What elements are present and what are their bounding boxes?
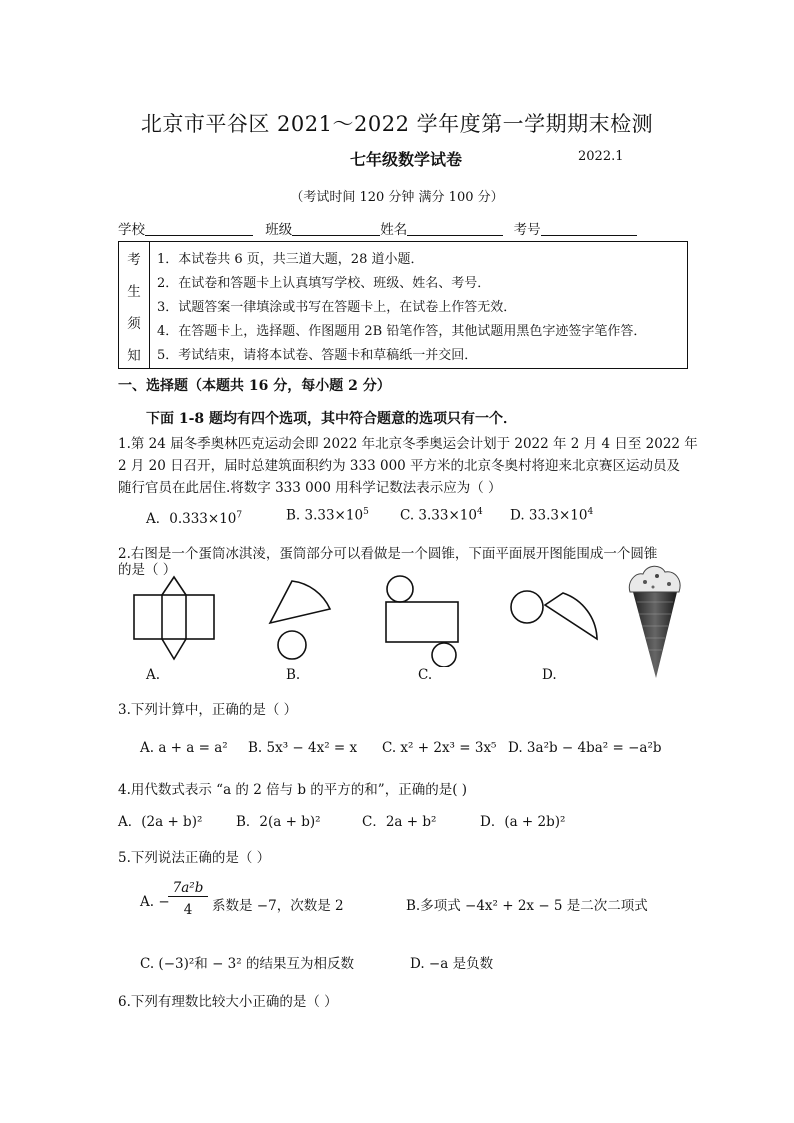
school-label: 学校 [118,222,145,238]
number-field[interactable] [541,221,637,236]
exam-subtitle: 七年级数学试卷 [350,150,463,169]
q1-stem-line: 随行官员在此居住.将数字 333 000 用科学记数法表示应为（ ） [118,480,502,496]
q4-option-a[interactable]: A．(2a + b)² [118,814,203,830]
q3-option-d[interactable]: D. 3a²b − 4ba² = −a²b [508,740,662,756]
page-title: 北京市平谷区 2021～2022 学年度第一学期期末检测 [140,112,654,136]
q2-stem-line: 2.右图是一个蛋筒冰淇淩，蛋筒部分可以看做是一个圆锥，下面平面展开图能围成一个圆锥 [118,546,658,562]
q5-option-d[interactable]: D. −a 是负数 [410,956,494,972]
q1-option-b[interactable]: B. $3.33\times 10^5$ [286,507,369,524]
q4-option-b[interactable]: B．2(a + b)² [236,814,321,830]
q1-stem-line: 1.第 24 届冬季奥林匹克运动会即 2022 年北京冬季奥运会计划于 2022 年 2 月 4 日至 2022 年 [118,436,698,452]
q5-stem: 5.下列说法正确的是（ ） [118,850,271,866]
notice-line: 2．在试卷和答题卡上认真填写学校、班级、姓名、考号． [157,276,491,291]
name-label: 姓名 [380,222,408,238]
q4-option-d[interactable]: D．(a + 2b)² [480,814,566,830]
q3-option-a[interactable]: A. a + a = a² [140,740,228,756]
q2-stem-line: 的是（ ） [118,562,177,578]
q2-label-b[interactable]: B. [286,667,301,683]
q4-stem: 4.用代数式表示 “a 的 2 倍与 b 的平方的和”，正确的是( ) [118,782,468,798]
q2-label-a[interactable]: A. [146,667,161,683]
notice-line: 5．考试结束，请将本试卷、答题卡和草稿纸一并交回． [157,348,478,363]
school-field[interactable] [145,221,253,236]
notice-side-char: 考 [127,252,141,268]
notice-side-char: 知 [127,348,141,364]
section-title: 一、选择题（本题共 16 分，每小题 2 分） [118,378,391,394]
q2-label-c[interactable]: C. [418,667,433,683]
exam-date: 2022.1 [578,149,624,164]
class-label: 班级 [265,222,293,238]
notice-side-label [119,242,150,368]
figure-c-cylinder-net[interactable] [380,572,465,667]
q5-a-numerator: 7a²b [168,880,208,897]
notice-line: 4．在答题卡上，选择题、作图题用 2B 铅笔作答，其他试题用黑色字迹签字笔作答． [157,324,647,339]
notice-side-char: 生 [127,284,141,300]
q1-option-d[interactable]: D. $33.3\times 10^4$ [510,507,594,524]
q5-option-c[interactable]: C. (−3)²和 − 3² 的结果互为相反数 [140,956,354,972]
exam-time-info: （考试时间 120 分钟 满分 100 分） [290,190,504,205]
q5-a-denominator: 4 [183,902,193,918]
q2-label-d[interactable]: D. [542,667,557,683]
q1-option-c[interactable]: C. $3.33\times 10^4$ [400,507,483,524]
section-instruction: 下面 1-8 题均有四个选项，其中符合题意的选项只有一个． [146,411,518,427]
figure-b-cone-net[interactable] [258,575,338,665]
figure-d-cone-net[interactable] [505,575,615,660]
student-info-line [118,218,637,238]
exam-notice-box [118,241,688,369]
q3-option-c[interactable]: C. x² + 2x³ = 3x⁵ [382,740,497,756]
q3-stem: 3.下列计算中，正确的是（ ） [118,702,298,718]
ice-cream-cone-image [625,562,685,682]
number-label: 考号 [513,222,541,238]
name-field[interactable] [407,221,503,236]
figure-a-prism-net[interactable] [130,575,220,665]
notice-line: 3．试题答案一律填涂或书写在答题卡上，在试卷上作答无效． [157,300,517,315]
q1-option-a[interactable]: A．$0.333\times 10^7$ [146,510,243,527]
notice-line: 1．本试卷共 6 页，共三道大题，28 道小题． [157,252,424,267]
q3-option-b[interactable]: B. 5x³ − 4x² = x [248,740,358,756]
notice-side-char: 须 [127,316,141,332]
q5-option-b[interactable]: B.多项式 −4x² + 2x − 5 是二次二项式 [406,898,648,914]
q4-option-c[interactable]: C．2a + b² [362,814,437,830]
q6-stem: 6.下列有理数比较大小正确的是（ ） [118,994,338,1010]
class-field[interactable] [292,221,380,236]
q1-stem-line: 2 月 20 日召开，届时总建筑面积约为 333 000 平方米的北京冬奥村将迎来北京赛区运动员及 [118,458,681,474]
